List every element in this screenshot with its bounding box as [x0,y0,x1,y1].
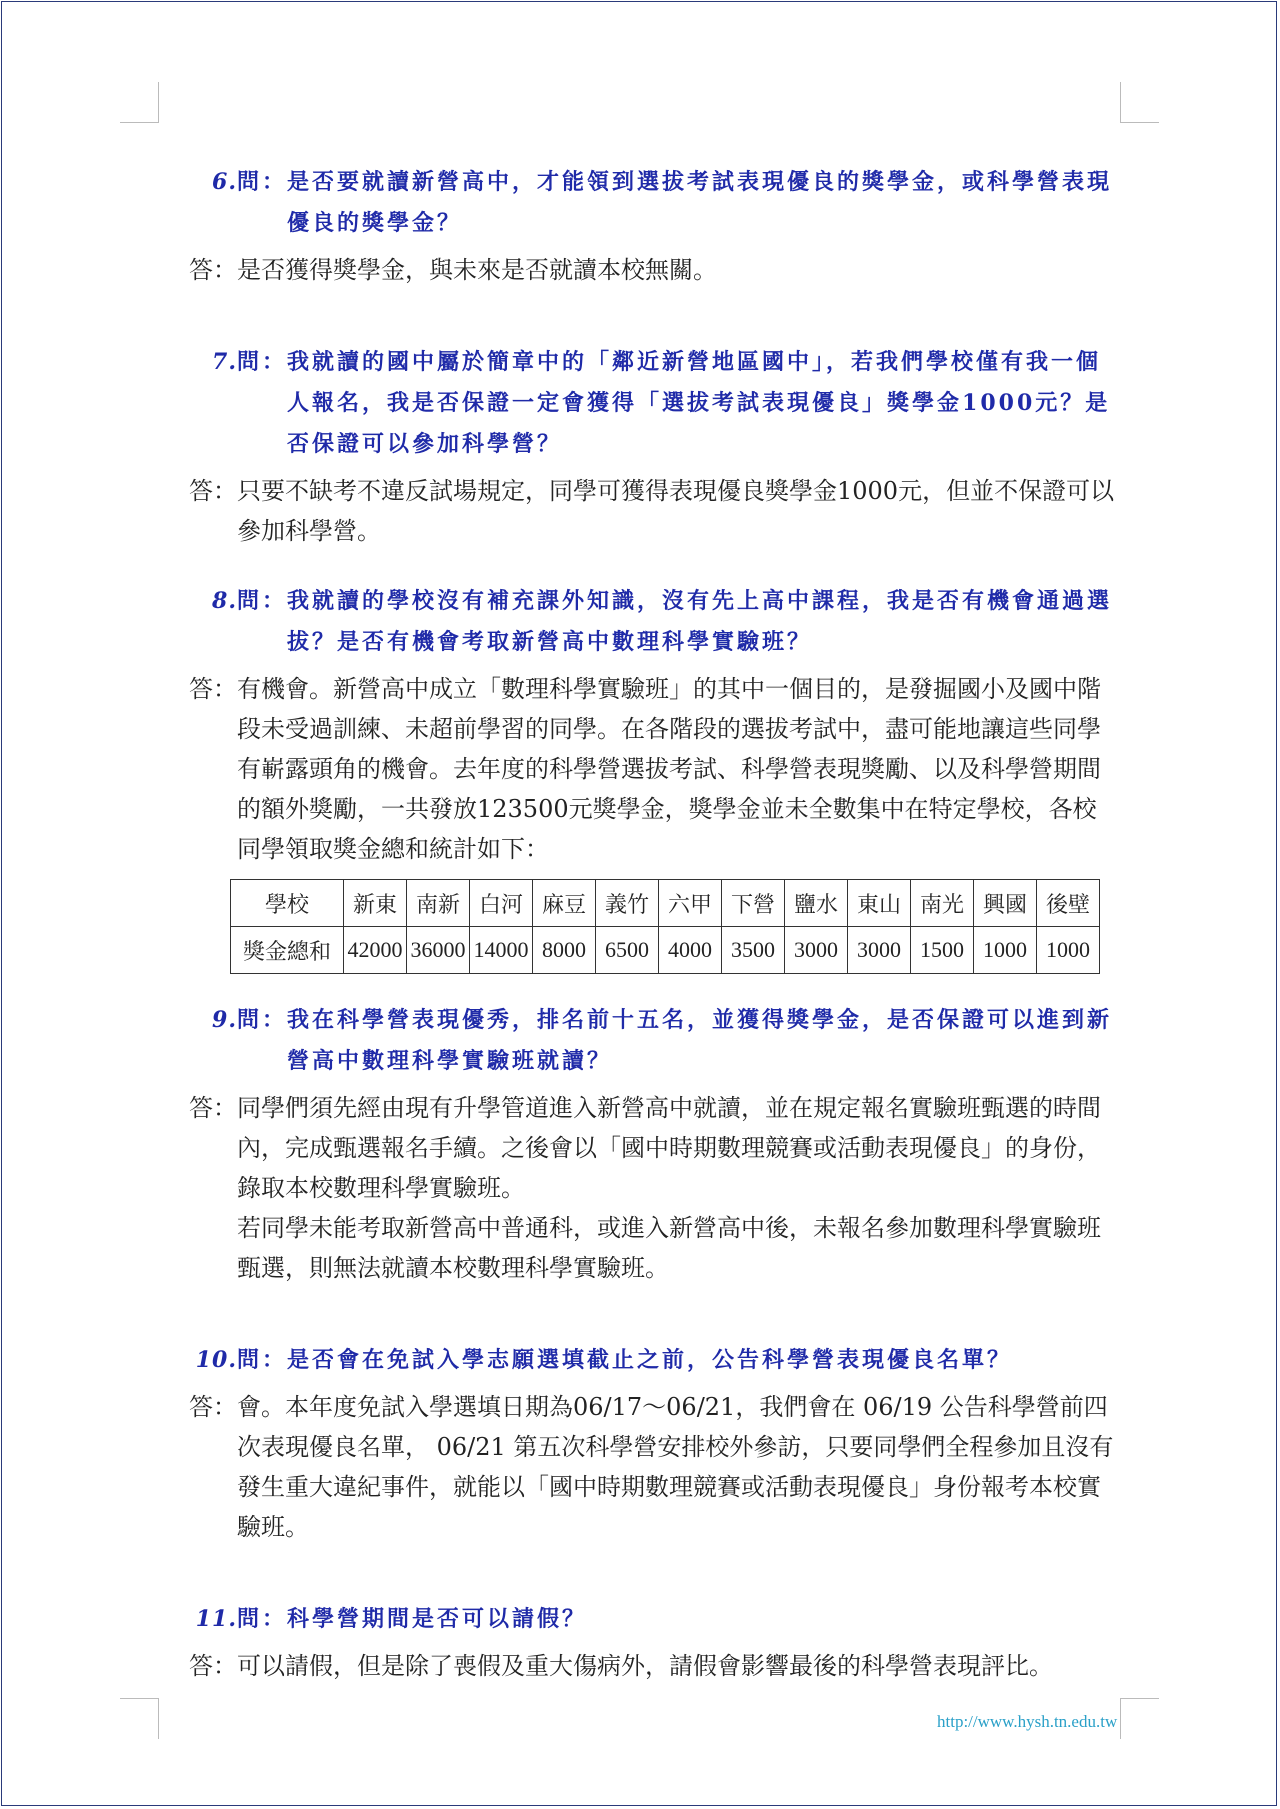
table-cell-amount: 3000 [785,927,848,974]
question [145,342,1120,465]
table-cell-school: 白河 [470,880,533,927]
crop-mark-bottom-right [1120,1698,1159,1739]
question-label: 問： [237,1347,288,1373]
answer-text: 有機會。新營高中成立「數理科學實驗班」的其中一個目的，是發掘國小及國中階段未受過訓練、未超前學習的同學。在各階段的選拔考試中，盡可能地讓這些同學有嶄露頭角的機會。去年度的科學營選拔考試、科學營表現獎勵、以及科學營期間的額外獎勵，一共發放123500元獎學金，獎學金並未全數集中在特定學校，各校同學領取獎金總和統計如下： [237,675,1101,863]
table-row [231,927,1100,974]
answer-text: 若同學未能考取新營高中普通科，或進入新營高中後，未報名參加數理科學實驗班甄選，則無法就讀本校數理科學實驗班。 [237,1214,1101,1282]
table-cell-amount: 1000 [974,927,1037,974]
table-cell-school: 新東 [344,880,407,927]
answer-text: 會。本年度免試入學選填日期為06/17～06/21，我們會在 06/19 公告科學營前四次表現優良名單， 06/21 第五次科學營安排校外參訪，只要同學們全程參加且沒有發生重大違紀事件，就能以「國中時期數理競賽或活動表現優良」身份報考本校實驗班。 [237,1393,1114,1541]
question-number: 11. [195,1606,237,1632]
table-cell-amount: 4000 [659,927,722,974]
qa-item [145,162,1120,290]
crop-mark-top-left [120,82,159,123]
table-cell-school: 六甲 [659,880,722,927]
table-header-cell: 獎金總和 [231,927,344,974]
answer-label: 答： [189,675,237,703]
answer-text: 只要不缺考不違反試場規定，同學可獲得表現優良獎學金1000元，但並不保證可以參加科學營。 [237,477,1115,545]
answer-label: 答： [189,477,237,505]
table-cell-school: 南光 [911,880,974,927]
question-text: 我在科學營表現優秀，排名前十五名，並獲得獎學金，是否保證可以進到新營高中數理科學實驗班就讀？ [287,1007,1113,1074]
qa-item [145,342,1120,551]
table-cell-amount: 36000 [407,927,470,974]
question [145,1340,1120,1381]
answer [145,1646,1120,1686]
question-text: 是否要就讀新營高中，才能領到選拔考試表現優良的獎學金，或科學營表現優良的獎學金？ [287,169,1113,236]
answer [145,471,1120,551]
question-text: 我就讀的學校沒有補充課外知識，沒有先上高中課程，我是否有機會通過選拔？是否有機會考取新營高中數理科學實驗班？ [287,588,1113,655]
question-label: 問： [237,588,288,614]
question [145,1599,1120,1640]
table-cell-school: 南新 [407,880,470,927]
answer [145,250,1120,290]
table-cell-school: 興國 [974,880,1037,927]
answer [145,1088,1120,1288]
question-text: 我就讀的國中屬於簡章中的「鄰近新營地區國中」，若我們學校僅有我一個人報名，我是否保證一定會獲得「選拔考試表現優良」獎學金1000元？是否保證可以參加科學營？ [287,349,1111,457]
table-row [231,880,1100,927]
table-cell-amount: 3500 [722,927,785,974]
qa-item [145,1340,1120,1547]
answer-text: 可以請假，但是除了喪假及重大傷病外，請假會影響最後的科學營表現評比。 [237,1652,1053,1680]
question-label: 問： [237,1606,288,1632]
question-text: 科學營期間是否可以請假？ [287,1606,588,1632]
table-header-cell: 學校 [231,880,344,927]
question-number: 8. [212,588,237,614]
answer-label: 答： [189,1094,237,1122]
table-cell-amount: 8000 [533,927,596,974]
table-cell-amount: 6500 [596,927,659,974]
question [145,162,1120,244]
question [145,1000,1120,1082]
qa-item [145,1599,1120,1686]
question-label: 問： [237,349,288,375]
table-cell-school: 義竹 [596,880,659,927]
question-number: 10. [195,1347,237,1373]
question-number: 9. [212,1007,237,1033]
question [145,581,1120,663]
question-label: 問： [237,169,288,195]
table-cell-school: 下營 [722,880,785,927]
qa-item [145,1000,1120,1288]
table-cell-school: 麻豆 [533,880,596,927]
table-cell-amount: 1500 [911,927,974,974]
scholarship-table [230,879,1100,974]
question-text: 是否會在免試入學志願選填截止之前，公告科學營表現優良名單？ [287,1347,1013,1373]
answer [145,1387,1120,1547]
answer-text: 是否獲得獎學金，與未來是否就讀本校無關。 [237,256,717,284]
question-label: 問： [237,1007,288,1033]
answer-label: 答： [189,256,237,284]
answer-label: 答： [189,1652,237,1680]
answer-label: 答： [189,1393,237,1421]
qa-item [145,581,1120,974]
table-cell-amount: 3000 [848,927,911,974]
footer-url-link[interactable]: http://www.hysh.tn.edu.tw [937,1712,1118,1731]
table-cell-school: 鹽水 [785,880,848,927]
crop-mark-top-right [1120,82,1159,123]
faq-content [145,162,1120,1716]
table-cell-amount: 14000 [470,927,533,974]
table-cell-school: 後壁 [1037,880,1100,927]
table-cell-amount: 42000 [344,927,407,974]
question-number: 6. [212,169,237,195]
answer-text: 同學們須先經由現有升學管道進入新營高中就讀，並在規定報名實驗班甄選的時間內，完成甄選報名手續。之後會以「國中時期數理競賽或活動表現優良」的身份，錄取本校數理科學實驗班。 [237,1094,1101,1202]
answer [145,669,1120,869]
question-number: 7. [212,349,237,375]
table-cell-amount: 1000 [1037,927,1100,974]
table-cell-school: 東山 [848,880,911,927]
